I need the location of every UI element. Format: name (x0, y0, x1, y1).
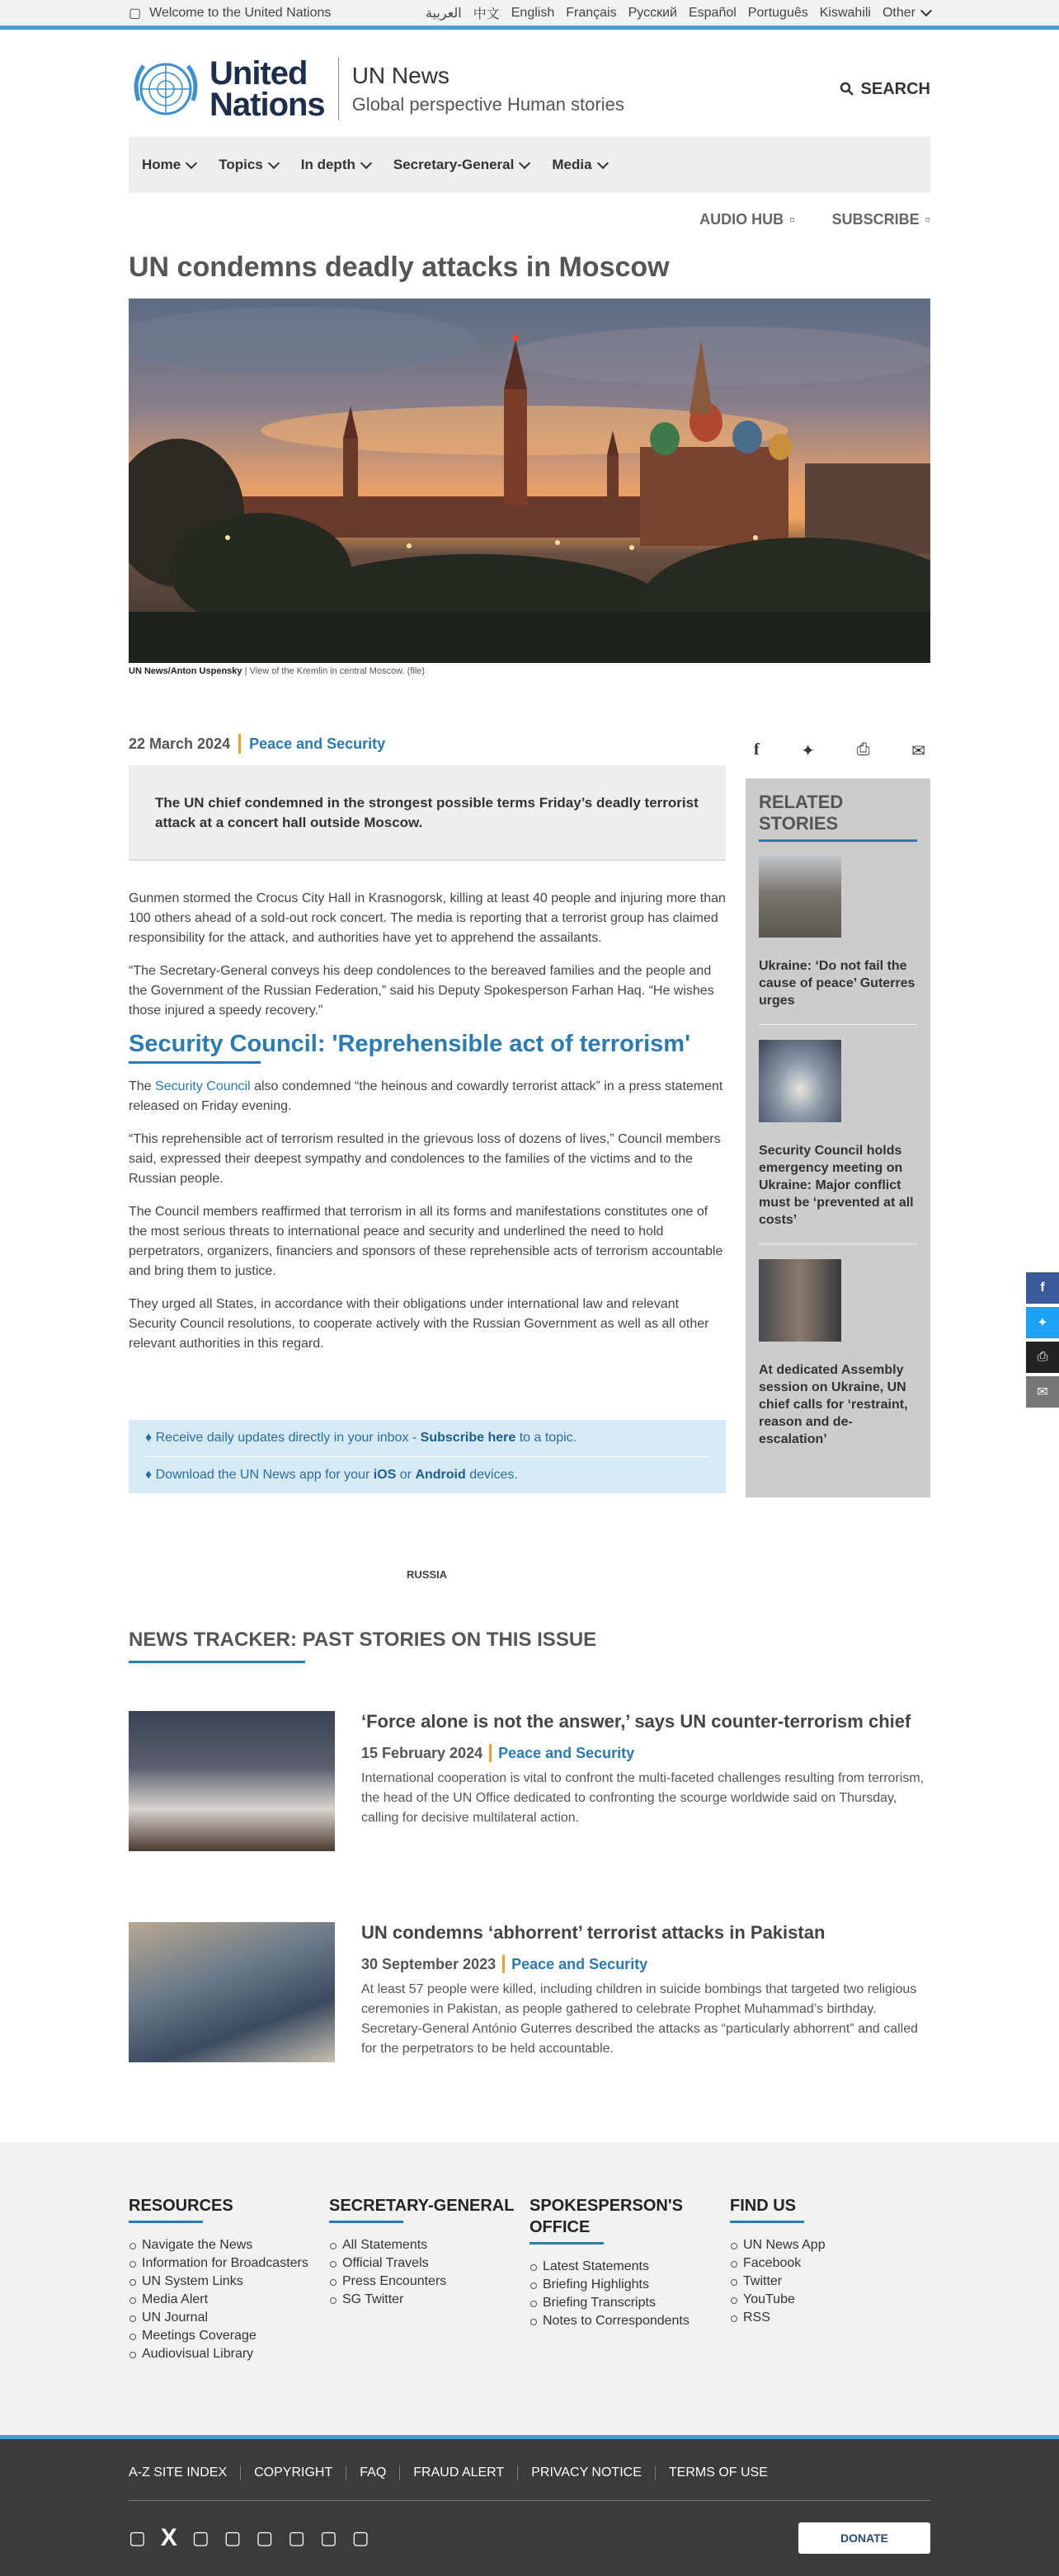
lang-kiswahili[interactable]: Kiswahili (819, 5, 871, 20)
meta-divider (502, 1955, 505, 1973)
subscribe-infobox (129, 1420, 726, 1493)
story-meta (361, 1955, 930, 1973)
article-title: UN condemns deadly attacks in Moscow (129, 251, 670, 283)
site-header (129, 48, 930, 130)
related-stories (746, 778, 930, 1497)
soundcloud-icon[interactable]: ▢ (288, 2527, 305, 2548)
nav-label: Media (552, 157, 592, 172)
news-tracker (0, 1629, 1059, 2062)
email-icon[interactable]: ✉ (1026, 1376, 1059, 1408)
text: to a topic. (515, 1431, 577, 1445)
site-identity (352, 63, 624, 115)
caption-text: | View of the Kremlin in central Moscow. (file) (242, 666, 426, 676)
paragraph: “This reprehensible act of terrorism resulted in the grievous loss of dozens of lives,” Council members said, expressed their deepest sympathy and condolences to the families of the victims and to the Russian people. (129, 1132, 721, 1186)
paragraph (129, 1077, 726, 1116)
footer-link[interactable]: YouTube (730, 2291, 930, 2309)
chevron-down-icon (596, 157, 608, 168)
story-description: International cooperation is vital to confront the multi-faceted challenges resulting from terrorism, the head of the UN Office dedicated to confronting the scourge worldwide said on Thursday, calling for decisive multilateral action. (361, 1771, 925, 1825)
tiktok-icon[interactable]: ▢ (320, 2527, 337, 2548)
topic-tag[interactable]: RUSSIA (407, 1568, 448, 1581)
main-content (129, 734, 930, 1497)
footer-link[interactable]: UN System Links (129, 2273, 329, 2291)
divider (129, 2500, 930, 2501)
text: The (129, 1079, 156, 1093)
article-body (129, 734, 726, 1497)
lang-arabic[interactable]: العربية (426, 6, 462, 21)
lang-spanish[interactable]: Español (688, 5, 737, 20)
search-label: SEARCH (860, 79, 930, 98)
related-heading: RELATED STORIES (759, 792, 917, 842)
subscribe-here-link[interactable]: Subscribe here (420, 1431, 516, 1445)
story-date: 15 February 2024 (361, 1744, 483, 1761)
text: Receive daily updates directly in your inbox - (155, 1431, 421, 1445)
nav-topics[interactable] (219, 157, 278, 173)
nav-label: In depth (300, 157, 355, 172)
chevron-down-icon (519, 157, 530, 168)
footer-link[interactable]: SG Twitter (329, 2291, 530, 2309)
paragraph: The Council members reaffirmed that terrorism in all its forms and manifestations constitutes one of the most serious threats to international peace and security and underlined the need to hold perpetrators, organizers, financiers and sponsors of these reprehensible acts of terrorism accountable and bring them to justice. (129, 1205, 723, 1278)
footer-link[interactable]: Briefing Highlights (530, 2276, 730, 2294)
nav-label: Topics (219, 157, 263, 172)
audio-hub-label: AUDIO HUB (699, 211, 784, 228)
footer-link[interactable]: Media Alert (129, 2291, 329, 2309)
footer-heading: RESOURCES (129, 2197, 233, 2215)
nav-label: Home (142, 157, 181, 172)
meta-divider (489, 1744, 492, 1762)
footer-link[interactable]: UN News App (730, 2236, 930, 2254)
footer-link[interactable]: Meetings Coverage (129, 2327, 329, 2345)
lang-portuguese[interactable]: Português (747, 5, 808, 20)
language-switcher (426, 3, 930, 22)
footer-link[interactable]: Information for Broadcasters (129, 2254, 329, 2273)
un-wordmark (209, 55, 325, 123)
footer-link[interactable]: Latest Statements (530, 2258, 730, 2276)
story-category-link[interactable]: Peace and Security (511, 1955, 648, 1972)
divider (338, 58, 339, 120)
android-app-link[interactable]: Android (415, 1468, 466, 1482)
text: also condemned “the heinous and cowardly terrorist attack” in a press statement released on Friday evening. (129, 1079, 723, 1113)
related-thumbnail[interactable] (759, 1040, 841, 1122)
article-text (129, 889, 726, 1354)
un-wordmark-line2: Nations (209, 87, 325, 123)
footer-link[interactable]: Facebook (730, 2254, 930, 2273)
image-caption (129, 666, 930, 676)
sub-nav (129, 211, 930, 228)
story-title[interactable]: UN condemns ‘abhorrent’ terrorist attacks in Pakistan (361, 1922, 826, 1943)
footer-col-secretary-general (329, 2195, 530, 2363)
story-meta (361, 1744, 930, 1762)
twitter-icon[interactable]: ✦ (801, 742, 816, 760)
un-wordmark-line1: United (209, 55, 308, 92)
infobox-row (145, 1457, 709, 1493)
fraud-alert-link[interactable]: FRAUD ALERT (399, 2466, 517, 2480)
diamond-icon: ♦ (145, 1468, 153, 1482)
nav-media[interactable] (552, 157, 606, 173)
share-bar (746, 734, 930, 767)
story-image[interactable] (129, 1711, 335, 1851)
email-icon[interactable]: ✉ (911, 742, 925, 760)
az-index-link[interactable]: A-Z SITE INDEX (129, 2466, 228, 2480)
bottom-bar (0, 2435, 1059, 2576)
nav-secretary-general[interactable] (393, 157, 529, 173)
copyright-link[interactable]: COPYRIGHT (240, 2466, 346, 2480)
brand[interactable] (129, 56, 624, 122)
story-date: 30 September 2023 (361, 1955, 497, 1972)
tracker-story (129, 1711, 930, 1851)
footer-link[interactable]: Navigate the News (129, 2236, 329, 2254)
social-links (129, 2524, 369, 2552)
story-category-link[interactable]: Peace and Security (498, 1744, 635, 1761)
external-link-icon: ▫ (789, 211, 795, 228)
diamond-icon: ♦ (145, 1431, 153, 1445)
nav-label: Secretary-General (393, 157, 515, 172)
tracker-story (129, 1922, 930, 2062)
footer-heading: SPOKESPERSON'S OFFICE (530, 2197, 683, 2236)
footer-link[interactable]: Twitter (730, 2273, 930, 2291)
linkedin-icon[interactable]: ▢ (351, 2527, 369, 2548)
flickr-icon[interactable]: ▢ (224, 2527, 242, 2548)
related-thumbnail[interactable] (759, 1259, 841, 1342)
un-emblem-icon (129, 56, 203, 122)
sidebar (746, 734, 930, 1497)
lang-russian[interactable]: Русский (628, 5, 677, 20)
security-council-link[interactable]: Security Council (155, 1079, 251, 1093)
ios-app-link[interactable]: iOS (373, 1468, 397, 1482)
lang-other-label: Other (882, 5, 915, 20)
facebook-icon[interactable]: f (1026, 1272, 1059, 1304)
related-story[interactable] (759, 855, 917, 1025)
external-link-icon: ▫ (925, 211, 930, 228)
related-title[interactable]: Ukraine: ‘Do not fail the cause of peace’ Guterres urges (759, 959, 915, 1008)
facebook-icon[interactable]: f (754, 740, 760, 759)
un-flag-icon: ▢ (129, 6, 142, 21)
top-bar (0, 0, 1059, 30)
privacy-notice-link[interactable]: PRIVACY NOTICE (517, 2466, 655, 2480)
donate-button[interactable]: DONATE (798, 2522, 930, 2554)
twitter-icon[interactable]: ✦ (1026, 1307, 1059, 1338)
footer-col-spokesperson (530, 2195, 730, 2363)
footer-link[interactable]: RSS (730, 2309, 930, 2327)
kremlin-illustration (129, 298, 930, 663)
footer-link[interactable]: Official Travels (329, 2254, 530, 2273)
nav-home[interactable] (142, 157, 195, 173)
subscribe-link[interactable] (816, 211, 930, 228)
paragraph: Gunmen stormed the Crocus City Hall in Krasnogorsk, killing at least 40 people and injuring more than 100 others ahead of a sold-out rock concert. The media is reporting that a terrorist group has claimed responsibility for the attack, and authorities have yet to apprehend the assailants. (129, 891, 726, 945)
site-tagline: Global perspective Human stories (351, 94, 624, 115)
search-button[interactable] (840, 80, 930, 99)
chevron-down-icon (920, 5, 932, 16)
footer-link[interactable]: Audiovisual Library (129, 2345, 329, 2363)
print-icon[interactable]: ⎙ (856, 740, 870, 759)
site-title: UN News (351, 63, 449, 88)
related-title[interactable]: Security Council holds emergency meeting on Ukraine: Major conflict must be ‘prevented at all costs’ (759, 1144, 914, 1227)
footer-link[interactable]: Briefing Transcripts (530, 2294, 730, 2312)
caption-credit: UN News/Anton Uspensky (129, 666, 242, 676)
floating-share (1026, 1272, 1059, 1411)
chevron-down-icon (360, 157, 372, 168)
lang-chinese[interactable]: 中文 (473, 7, 500, 21)
related-story[interactable] (759, 1040, 917, 1244)
article-date: 22 March 2024 (129, 735, 231, 752)
related-title[interactable]: At dedicated Assembly session on Ukraine, UN chief calls for ‘restraint, reason and de-escalation’ (759, 1363, 908, 1446)
meta-divider (238, 734, 241, 754)
story-image[interactable] (129, 1922, 335, 2062)
footer-link[interactable]: All Statements (329, 2236, 530, 2254)
section-heading: Security Council: 'Reprehensible act of terrorism' (129, 1034, 726, 1054)
related-story[interactable] (759, 1259, 917, 1463)
facebook-icon[interactable]: ▢ (129, 2527, 146, 2548)
search-icon (840, 82, 854, 96)
story-description: At least 57 people were killed, including children in suicide bombings that targeted two religious ceremonies in Pakistan, as people gathered to celebrate Prophet Muhammad’s birthday. Secretary-General António Guterres described the attacks as “particularly abhorrent” and called for the perpetrators to be held accountable. (361, 1982, 919, 2056)
paragraph: They urged all States, in accordance with their obligations under international law and relevant Security Council resolutions, to cooperate actively with the Russian Government as well as all other relevant authorities in this regard. (129, 1297, 709, 1351)
article-lead: The UN chief condemned in the strongest possible terms Friday’s deadly terrorist attack at a concert hall outside Moscow. (129, 765, 726, 861)
lang-french[interactable]: Français (566, 5, 617, 20)
footer-link[interactable]: UN Journal (129, 2309, 329, 2327)
footer-link[interactable]: Notes to Correspondents (530, 2312, 730, 2330)
nav-in-depth[interactable] (301, 157, 370, 173)
x-icon[interactable]: X (160, 2524, 177, 2551)
terms-of-use-link[interactable]: TERMS OF USE (655, 2466, 781, 2480)
footer-col-resources (129, 2195, 329, 2363)
tracker-heading: NEWS TRACKER: PAST STORIES ON THIS ISSUE (129, 1629, 930, 1652)
story-title[interactable]: ‘Force alone is not the answer,’ says UN counter-terrorism chief (361, 1711, 911, 1732)
legal-links (129, 2466, 930, 2480)
instagram-icon[interactable]: ▢ (256, 2527, 274, 2548)
footer-col-find-us (730, 2195, 930, 2363)
footer-link[interactable]: Press Encounters (329, 2273, 530, 2291)
hero-image (129, 298, 930, 663)
welcome-link[interactable]: Welcome to the United Nations (149, 5, 332, 20)
print-icon[interactable]: ⎙ (1026, 1342, 1059, 1373)
footer-heading: SECRETARY-GENERAL (329, 2197, 515, 2215)
related-thumbnail[interactable] (759, 855, 841, 938)
text: devices. (465, 1468, 518, 1482)
text: or (396, 1468, 416, 1482)
footer-heading: FIND US (730, 2197, 796, 2215)
lang-english[interactable]: English (511, 5, 555, 20)
chevron-down-icon (268, 157, 280, 168)
youtube-icon[interactable]: ▢ (191, 2527, 209, 2548)
text: Download the UN News app for your (155, 1468, 374, 1482)
audio-hub-link[interactable] (683, 211, 794, 228)
lang-other-dropdown[interactable] (882, 6, 930, 21)
footer (0, 2142, 1059, 2435)
infobox-row (145, 1420, 709, 1457)
paragraph: “The Secretary-General conveys his deep condolences to the bereaved families and the people and the Government of the Russian Federation,” said his Deputy Spokesperson Farhan Haq. “He wishes those injured a speedy recovery.” (129, 964, 714, 1018)
chevron-down-icon (186, 157, 197, 168)
article-meta (129, 734, 726, 754)
faq-link[interactable]: FAQ (346, 2466, 399, 2480)
subscribe-label: SUBSCRIBE (831, 211, 920, 228)
article-category-link[interactable]: Peace and Security (249, 735, 386, 752)
main-nav (129, 137, 930, 193)
